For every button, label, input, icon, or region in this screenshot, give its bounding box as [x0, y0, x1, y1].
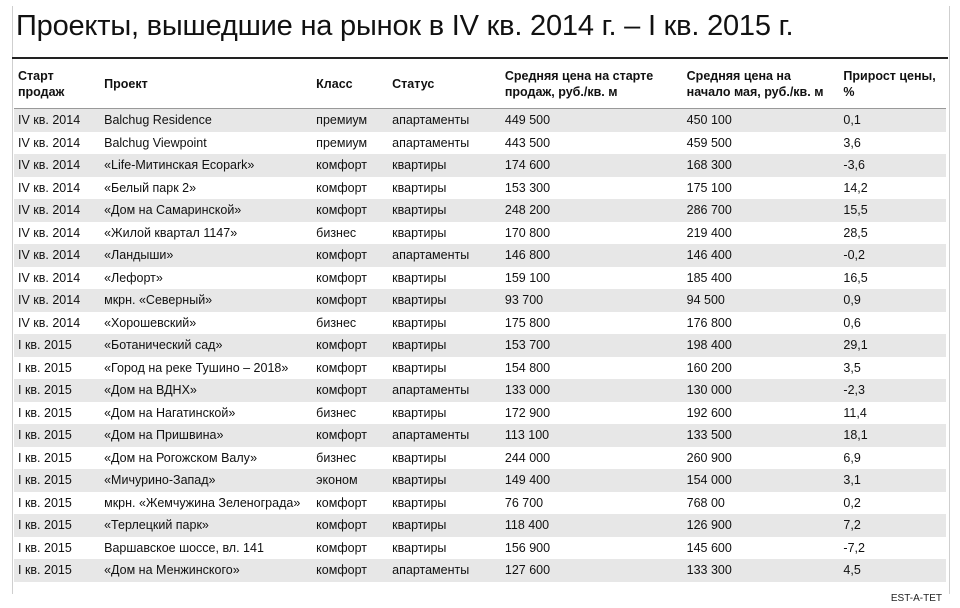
title-divider [12, 57, 948, 59]
cell-class: комфорт [312, 267, 388, 290]
cell-price-growth: 0,2 [839, 492, 946, 515]
cell-may-price: 145 600 [683, 537, 840, 560]
cell-start-sales: I кв. 2015 [14, 559, 100, 582]
header-status: Статус [388, 60, 501, 109]
cell-may-price: 154 000 [683, 469, 840, 492]
cell-may-price: 133 500 [683, 424, 840, 447]
cell-start-sales: IV кв. 2014 [14, 132, 100, 155]
cell-start-sales: I кв. 2015 [14, 334, 100, 357]
cell-may-price: 286 700 [683, 199, 840, 222]
cell-class: комфорт [312, 357, 388, 380]
cell-status: квартиры [388, 289, 501, 312]
cell-project: «Дом на Рогожском Валу» [100, 447, 312, 470]
cell-may-price: 219 400 [683, 222, 840, 245]
cell-may-price: 126 900 [683, 514, 840, 537]
cell-price-growth: 6,9 [839, 447, 946, 470]
cell-start-price: 159 100 [501, 267, 683, 290]
header-project: Проект [100, 60, 312, 109]
cell-class: комфорт [312, 424, 388, 447]
cell-class: бизнес [312, 312, 388, 335]
table-row [14, 222, 946, 245]
cell-may-price: 168 300 [683, 154, 840, 177]
cell-status: апартаменты [388, 132, 501, 155]
cell-project: «Мичурино-Запад» [100, 469, 312, 492]
table-row [14, 492, 946, 515]
cell-price-growth: -7,2 [839, 537, 946, 560]
cell-status: квартиры [388, 492, 501, 515]
table-row [14, 244, 946, 267]
cell-status: квартиры [388, 312, 501, 335]
cell-class: комфорт [312, 334, 388, 357]
cell-start-sales: I кв. 2015 [14, 379, 100, 402]
table-body [14, 109, 946, 582]
cell-price-growth: 3,1 [839, 469, 946, 492]
table-row [14, 132, 946, 155]
cell-price-growth: 7,2 [839, 514, 946, 537]
cell-project: «Дом на Менжинского» [100, 559, 312, 582]
cell-status: квартиры [388, 514, 501, 537]
header-row [14, 60, 946, 109]
cell-may-price: 450 100 [683, 109, 840, 132]
cell-class: комфорт [312, 289, 388, 312]
cell-class: комфорт [312, 154, 388, 177]
cell-start-sales: IV кв. 2014 [14, 289, 100, 312]
cell-price-growth: -2,3 [839, 379, 946, 402]
cell-project: «Терлецкий парк» [100, 514, 312, 537]
cell-start-price: 175 800 [501, 312, 683, 335]
cell-price-growth: 4,5 [839, 559, 946, 582]
table-row [14, 312, 946, 335]
cell-class: комфорт [312, 559, 388, 582]
cell-class: комфорт [312, 514, 388, 537]
cell-start-sales: IV кв. 2014 [14, 312, 100, 335]
table-row [14, 289, 946, 312]
cell-start-sales: I кв. 2015 [14, 402, 100, 425]
cell-start-price: 248 200 [501, 199, 683, 222]
cell-start-sales: IV кв. 2014 [14, 267, 100, 290]
cell-start-price: 127 600 [501, 559, 683, 582]
cell-start-price: 443 500 [501, 132, 683, 155]
cell-project: «Ботанический сад» [100, 334, 312, 357]
header-start-price: Средняя цена на старте продаж, руб./кв. м [501, 60, 683, 109]
cell-price-growth: 29,1 [839, 334, 946, 357]
cell-start-price: 449 500 [501, 109, 683, 132]
table-row [14, 357, 946, 380]
cell-project: мкрн. «Жемчужина Зеленограда» [100, 492, 312, 515]
cell-project: «Жилой квартал 1147» [100, 222, 312, 245]
cell-status: квартиры [388, 537, 501, 560]
cell-class: эконом [312, 469, 388, 492]
cell-start-price: 118 400 [501, 514, 683, 537]
cell-status: апартаменты [388, 424, 501, 447]
cell-class: бизнес [312, 222, 388, 245]
cell-project: Варшавское шоссе, вл. 141 [100, 537, 312, 560]
cell-start-price: 93 700 [501, 289, 683, 312]
table-row [14, 469, 946, 492]
cell-price-growth: 3,5 [839, 357, 946, 380]
cell-price-growth: 16,5 [839, 267, 946, 290]
cell-status: квартиры [388, 177, 501, 200]
cell-class: комфорт [312, 177, 388, 200]
cell-status: квартиры [388, 222, 501, 245]
cell-status: квартиры [388, 154, 501, 177]
cell-start-sales: IV кв. 2014 [14, 244, 100, 267]
cell-may-price: 130 000 [683, 379, 840, 402]
cell-class: комфорт [312, 492, 388, 515]
cell-project: «Город на реке Тушино – 2018» [100, 357, 312, 380]
cell-start-sales: I кв. 2015 [14, 357, 100, 380]
cell-price-growth: 18,1 [839, 424, 946, 447]
cell-start-sales: I кв. 2015 [14, 514, 100, 537]
table-row [14, 537, 946, 560]
source-label: EST-A-TET [890, 593, 942, 604]
cell-start-price: 153 700 [501, 334, 683, 357]
cell-may-price: 175 100 [683, 177, 840, 200]
table-row [14, 514, 946, 537]
cell-may-price: 192 600 [683, 402, 840, 425]
cell-status: квартиры [388, 267, 501, 290]
cell-status: апартаменты [388, 559, 501, 582]
cell-project: «Дом на Нагатинской» [100, 402, 312, 425]
cell-status: апартаменты [388, 109, 501, 132]
cell-class: премиум [312, 132, 388, 155]
cell-start-price: 156 900 [501, 537, 683, 560]
cell-project: мкрн. «Северный» [100, 289, 312, 312]
projects-table [14, 60, 946, 582]
cell-start-price: 133 000 [501, 379, 683, 402]
table-row [14, 447, 946, 470]
cell-start-sales: IV кв. 2014 [14, 154, 100, 177]
table-row [14, 199, 946, 222]
cell-may-price: 146 400 [683, 244, 840, 267]
cell-project: «Дом на ВДНХ» [100, 379, 312, 402]
cell-project: Balchug Viewpoint [100, 132, 312, 155]
table-row [14, 109, 946, 132]
cell-start-price: 174 600 [501, 154, 683, 177]
cell-price-growth: 15,5 [839, 199, 946, 222]
cell-may-price: 160 200 [683, 357, 840, 380]
cell-class: комфорт [312, 199, 388, 222]
cell-start-sales: I кв. 2015 [14, 537, 100, 560]
cell-status: квартиры [388, 402, 501, 425]
cell-start-price: 170 800 [501, 222, 683, 245]
cell-class: комфорт [312, 379, 388, 402]
cell-project: «Дом на Самаринской» [100, 199, 312, 222]
cell-start-price: 149 400 [501, 469, 683, 492]
cell-start-sales: IV кв. 2014 [14, 222, 100, 245]
cell-price-growth: 0,6 [839, 312, 946, 335]
cell-start-sales: I кв. 2015 [14, 447, 100, 470]
cell-status: квартиры [388, 447, 501, 470]
cell-may-price: 459 500 [683, 132, 840, 155]
cell-project: «Лефорт» [100, 267, 312, 290]
cell-start-price: 146 800 [501, 244, 683, 267]
cell-start-sales: IV кв. 2014 [14, 177, 100, 200]
header-class: Класс [312, 60, 388, 109]
cell-price-growth: -3,6 [839, 154, 946, 177]
cell-start-price: 154 800 [501, 357, 683, 380]
cell-may-price: 185 400 [683, 267, 840, 290]
cell-project: «Белый парк 2» [100, 177, 312, 200]
cell-price-growth: 3,6 [839, 132, 946, 155]
cell-project: Balchug Residence [100, 109, 312, 132]
cell-start-sales: IV кв. 2014 [14, 109, 100, 132]
cell-status: апартаменты [388, 379, 501, 402]
table-row [14, 177, 946, 200]
header-may-price: Средняя цена на начало мая, руб./кв. м [683, 60, 840, 109]
cell-start-price: 172 900 [501, 402, 683, 425]
header-start-sales: Старт продаж [14, 60, 100, 109]
cell-price-growth: 11,4 [839, 402, 946, 425]
table-header [14, 60, 946, 109]
table-row [14, 379, 946, 402]
cell-price-growth: 28,5 [839, 222, 946, 245]
cell-start-price: 113 100 [501, 424, 683, 447]
cell-start-sales: IV кв. 2014 [14, 199, 100, 222]
cell-class: бизнес [312, 402, 388, 425]
cell-may-price: 260 900 [683, 447, 840, 470]
cell-start-sales: I кв. 2015 [14, 469, 100, 492]
cell-price-growth: 0,1 [839, 109, 946, 132]
cell-class: комфорт [312, 244, 388, 267]
table-row [14, 334, 946, 357]
cell-start-sales: I кв. 2015 [14, 492, 100, 515]
cell-status: квартиры [388, 469, 501, 492]
cell-price-growth: 14,2 [839, 177, 946, 200]
cell-may-price: 94 500 [683, 289, 840, 312]
cell-start-sales: I кв. 2015 [14, 424, 100, 447]
cell-may-price: 176 800 [683, 312, 840, 335]
cell-project: «Ландыши» [100, 244, 312, 267]
cell-status: квартиры [388, 199, 501, 222]
cell-class: бизнес [312, 447, 388, 470]
cell-may-price: 768 00 [683, 492, 840, 515]
header-price-growth: Прирост цены, % [839, 60, 946, 109]
table-row [14, 559, 946, 582]
cell-status: апартаменты [388, 244, 501, 267]
cell-start-price: 153 300 [501, 177, 683, 200]
table-row [14, 154, 946, 177]
table-row [14, 402, 946, 425]
cell-project: «Хорошевский» [100, 312, 312, 335]
cell-may-price: 198 400 [683, 334, 840, 357]
table-row [14, 267, 946, 290]
cell-status: квартиры [388, 334, 501, 357]
cell-may-price: 133 300 [683, 559, 840, 582]
cell-class: премиум [312, 109, 388, 132]
cell-price-growth: -0,2 [839, 244, 946, 267]
cell-price-growth: 0,9 [839, 289, 946, 312]
cell-start-price: 244 000 [501, 447, 683, 470]
cell-project: «Дом на Пришвина» [100, 424, 312, 447]
cell-class: комфорт [312, 537, 388, 560]
cell-status: квартиры [388, 357, 501, 380]
cell-project: «Life-Митинская Ecopark» [100, 154, 312, 177]
page-title: Проекты, вышедшие на рынок в IV кв. 2014 г. – I кв. 2015 г. [16, 10, 794, 42]
cell-start-price: 76 700 [501, 492, 683, 515]
table-row [14, 424, 946, 447]
